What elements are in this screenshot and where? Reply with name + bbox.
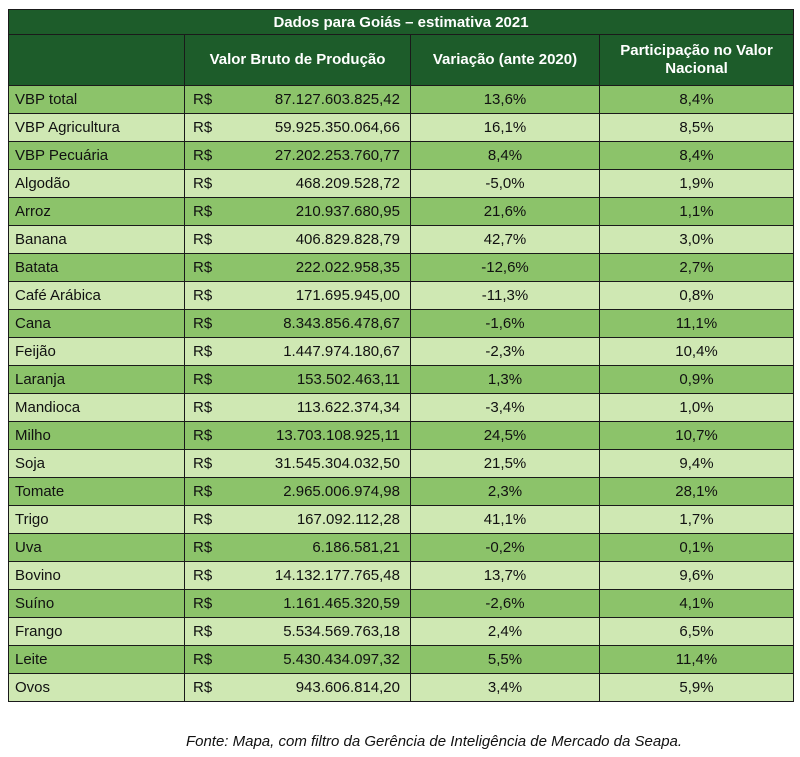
table-row [9,506,794,534]
cell-variacao: 24,5% [411,422,600,450]
valor-amount: 5.430.434.097,32 [283,651,400,668]
cell-valor [185,226,411,254]
cell-variacao: 3,4% [411,674,600,702]
cell-valor [185,534,411,562]
cell-valor [185,618,411,646]
cell-produto: Suíno [9,590,185,618]
table-row [9,646,794,674]
cell-participacao: 10,7% [600,422,794,450]
cell-valor [185,310,411,338]
cell-variacao: 5,5% [411,646,600,674]
cell-valor [185,422,411,450]
cell-valor [185,590,411,618]
header-variacao: Variação (ante 2020) [411,35,600,86]
cell-valor [185,338,411,366]
table-row [9,254,794,282]
cell-valor [185,478,411,506]
cell-participacao: 9,6% [600,562,794,590]
cell-participacao: 11,4% [600,646,794,674]
valor-amount: 1.447.974.180,67 [283,343,400,360]
table-row [9,674,794,702]
cell-participacao: 4,1% [600,590,794,618]
cell-produto: Cana [9,310,185,338]
cell-variacao: 16,1% [411,114,600,142]
valor-amount: 2.965.006.974,98 [283,483,400,500]
table-row [9,366,794,394]
cell-variacao: 42,7% [411,226,600,254]
cell-participacao: 28,1% [600,478,794,506]
cell-participacao: 1,1% [600,198,794,226]
currency-symbol: R$ [193,567,213,584]
valor-amount: 113.622.374,34 [296,399,400,416]
valor-amount: 468.209.528,72 [295,175,400,192]
table-row [9,170,794,198]
currency-symbol: R$ [193,595,213,612]
table-row [9,282,794,310]
table-row [9,590,794,618]
cell-valor [185,394,411,422]
cell-participacao: 0,9% [600,366,794,394]
valor-amount: 153.502.463,11 [296,371,400,388]
table-row [9,338,794,366]
header-produto [9,35,185,86]
currency-symbol: R$ [193,343,213,360]
cell-participacao: 10,4% [600,338,794,366]
currency-symbol: R$ [193,203,213,220]
cell-produto: Algodão [9,170,185,198]
cell-participacao: 3,0% [600,226,794,254]
cell-produto: Uva [9,534,185,562]
valor-amount: 8.343.856.478,67 [283,315,400,332]
table-body [9,86,794,702]
cell-variacao: 41,1% [411,506,600,534]
cell-valor [185,170,411,198]
cell-valor [185,562,411,590]
cell-produto: Bovino [9,562,185,590]
table-row [9,114,794,142]
cell-variacao: 1,3% [411,366,600,394]
cell-valor [185,198,411,226]
valor-amount: 6.186.581,21 [312,539,400,556]
cell-participacao: 5,9% [600,674,794,702]
cell-produto: Soja [9,450,185,478]
cell-variacao: -12,6% [411,254,600,282]
currency-symbol: R$ [193,679,213,696]
cell-variacao: 21,5% [411,450,600,478]
table-row [9,198,794,226]
cell-participacao: 9,4% [600,450,794,478]
currency-symbol: R$ [193,651,213,668]
cell-produto: VBP Pecuária [9,142,185,170]
currency-symbol: R$ [193,231,213,248]
currency-symbol: R$ [193,371,213,388]
cell-participacao: 6,5% [600,618,794,646]
cell-participacao: 2,7% [600,254,794,282]
valor-amount: 13.703.108.925,11 [275,427,400,444]
valor-amount: 14.132.177.765,48 [274,567,400,584]
cell-variacao: -5,0% [411,170,600,198]
cell-variacao: -3,4% [411,394,600,422]
cell-produto: Ovos [9,674,185,702]
valor-amount: 210.937.680,95 [295,203,400,220]
valor-amount: 943.606.814,20 [295,679,400,696]
valor-amount: 27.202.253.760,77 [274,147,400,164]
cell-variacao: 13,6% [411,86,600,114]
cell-participacao: 8,5% [600,114,794,142]
cell-variacao: -1,6% [411,310,600,338]
currency-symbol: R$ [193,623,213,640]
table-row [9,534,794,562]
cell-produto: Batata [9,254,185,282]
valor-amount: 171.695.945,00 [295,287,400,304]
currency-symbol: R$ [193,175,213,192]
table-row [9,86,794,114]
table-row [9,394,794,422]
table-row [9,226,794,254]
table-row [9,450,794,478]
valor-amount: 1.161.465.320,59 [283,595,400,612]
cell-valor [185,254,411,282]
cell-produto: Trigo [9,506,185,534]
cell-valor [185,366,411,394]
cell-variacao: -11,3% [411,282,600,310]
cell-produto: Feijão [9,338,185,366]
vbp-table [8,9,794,702]
currency-symbol: R$ [193,147,213,164]
cell-variacao: -2,6% [411,590,600,618]
valor-amount: 167.092.112,28 [296,511,400,528]
header-participacao: Participação no Valor Nacional [600,35,794,86]
cell-produto: Tomate [9,478,185,506]
cell-participacao: 8,4% [600,86,794,114]
cell-produto: Leite [9,646,185,674]
cell-valor [185,674,411,702]
table-row [9,618,794,646]
currency-symbol: R$ [193,399,213,416]
cell-produto: Arroz [9,198,185,226]
currency-symbol: R$ [193,455,213,472]
cell-participacao: 1,9% [600,170,794,198]
table-row [9,422,794,450]
cell-valor [185,282,411,310]
cell-valor [185,506,411,534]
cell-participacao: 11,1% [600,310,794,338]
cell-valor [185,450,411,478]
cell-produto: Laranja [9,366,185,394]
cell-variacao: 2,4% [411,618,600,646]
source-note: Fonte: Mapa, com filtro da Gerência de Inteligência de Mercado da Seapa. [185,733,683,750]
cell-participacao: 1,0% [600,394,794,422]
cell-produto: Milho [9,422,185,450]
cell-valor [185,86,411,114]
currency-symbol: R$ [193,483,213,500]
cell-produto: Frango [9,618,185,646]
valor-amount: 5.534.569.763,18 [283,623,400,640]
table-title: Dados para Goiás – estimativa 2021 [9,10,794,35]
cell-produto: Banana [9,226,185,254]
cell-variacao: 21,6% [411,198,600,226]
cell-variacao: 8,4% [411,142,600,170]
valor-amount: 87.127.603.825,42 [274,91,400,108]
currency-symbol: R$ [193,427,213,444]
cell-produto: Café Arábica [9,282,185,310]
cell-variacao: 2,3% [411,478,600,506]
valor-amount: 31.545.304.032,50 [274,455,400,472]
cell-valor [185,646,411,674]
cell-variacao: 13,7% [411,562,600,590]
table-row [9,310,794,338]
cell-variacao: -0,2% [411,534,600,562]
cell-produto: VBP Agricultura [9,114,185,142]
cell-variacao: -2,3% [411,338,600,366]
table-row [9,562,794,590]
currency-symbol: R$ [193,91,213,108]
valor-amount: 406.829.828,79 [295,231,400,248]
header-valor: Valor Bruto de Produção [185,35,411,86]
currency-symbol: R$ [193,259,213,276]
currency-symbol: R$ [193,119,213,136]
currency-symbol: R$ [193,315,213,332]
currency-symbol: R$ [193,539,213,556]
cell-produto: VBP total [9,86,185,114]
table-row [9,142,794,170]
valor-amount: 222.022.958,35 [295,259,400,276]
cell-participacao: 0,1% [600,534,794,562]
cell-valor [185,142,411,170]
currency-symbol: R$ [193,287,213,304]
table-row [9,478,794,506]
cell-participacao: 8,4% [600,142,794,170]
currency-symbol: R$ [193,511,213,528]
cell-valor [185,114,411,142]
cell-participacao: 0,8% [600,282,794,310]
cell-produto: Mandioca [9,394,185,422]
valor-amount: 59.925.350.064,66 [274,119,400,136]
cell-participacao: 1,7% [600,506,794,534]
